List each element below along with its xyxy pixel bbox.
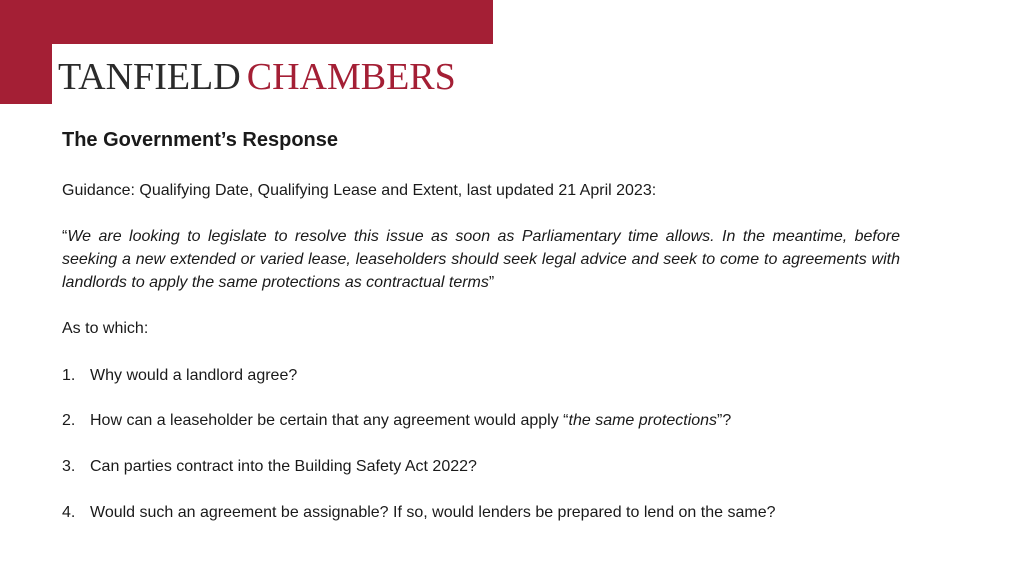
question-text-emphasis: the same protections [568, 412, 718, 429]
question-item-4 [62, 501, 775, 524]
question-item-2 [62, 409, 731, 432]
government-quote [62, 225, 900, 294]
question-text: Would such an agreement be assignable? If so, would lenders be prepared to lend on the same? [90, 504, 776, 521]
question-text-post: ”? [717, 412, 732, 429]
question-number: 1. [62, 367, 76, 384]
question-number: 3. [62, 458, 76, 475]
quote-close-mark: ” [488, 274, 495, 291]
question-item-3 [62, 455, 477, 478]
question-number: 2. [62, 412, 76, 429]
slide-title: The Government’s Response [62, 129, 338, 151]
logo-word-tanfield: TANFIELD [58, 56, 241, 98]
quote-text: We are looking to legislate to resolve this issue as soon as Parliamentary time allows. In the meantime, before seeking a new extended or varied lease, leaseholders should seek legal advice and seek to come to agreements with landlords to apply the same protections as contractual terms [62, 228, 900, 291]
question-item-1 [62, 364, 297, 387]
question-text: Can parties contract into the Building Safety Act 2022? [90, 458, 477, 475]
quote-open-mark: “ [62, 228, 68, 245]
question-number: 4. [62, 504, 76, 521]
guidance-line: Guidance: Qualifying Date, Qualifying Lease and Extent, last updated 21 April 2023: [62, 182, 657, 199]
tanfield-chambers-logo [58, 56, 456, 98]
logo-word-chambers: CHAMBERS [246, 56, 456, 98]
question-text-pre: How can a leaseholder be certain that any agreement would apply “ [90, 412, 569, 429]
as-to-which: As to which: [62, 320, 149, 337]
question-text: Why would a landlord agree? [90, 367, 298, 384]
